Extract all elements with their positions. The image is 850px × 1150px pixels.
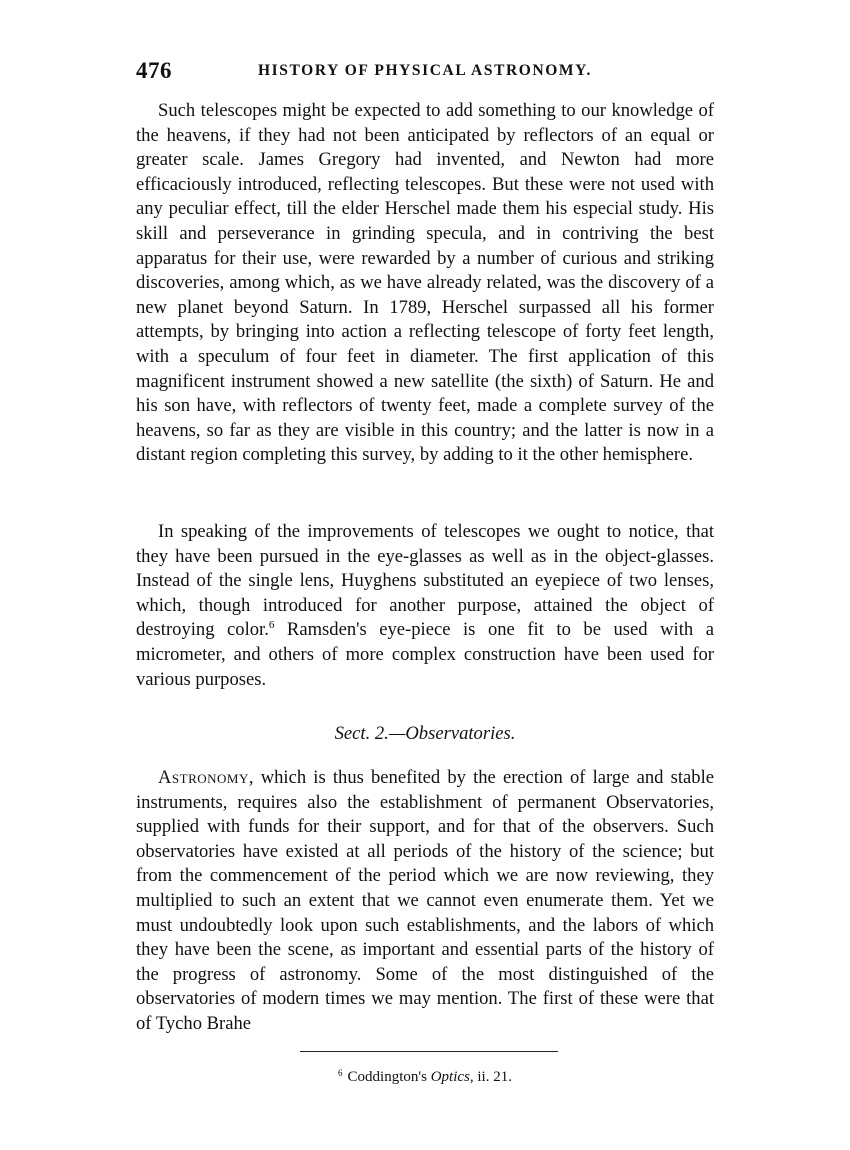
running-head [136,58,714,88]
paragraph-text: , which is thus benefited by the erection of large and stable instruments, requires also the establishment of permanent Observatories, supplied with funds for their support, and for that of the observers. Such observatories have existed at all periods of the history of the science; but from the commencement of the period which we are now reviewing, they multiplied to such an extent that we cannot even enumerate them. Yet we must undoubtedly look upon such establishments, and the labors of which they have been the scene, as important and essential parts of the history of the progress of astronomy. Some of the most distinguished of the observatories of modern times we may mention. The first of these were that of Tycho Brahe [136,767,714,1034]
paragraph-eye-glasses [136,520,714,692]
footnote-divider [300,1051,558,1052]
paragraph-text: Such telescopes might be expected to add something to our knowledge of the heavens, if they had not been anticipated by reflectors of an equal or greater scale. James Gregory had invented, and Newton had more efficaciously introduced, reflecting telescopes. But these were not used with any peculiar effect, till the elder Herschel made them his especial study. His skill and perseverance in grinding specula, and in contriving the best apparatus for their use, were rewarded by a number of curious and striking discoveries, among which, as we have already related, was the discovery of a new planet beyond Saturn. In 1789, Herschel surpassed all his former attempts, by bringing into action a reflecting telescope of forty feet length, with a speculum of four feet in diameter. The first application of this magnificent instrument showed a new satellite (the sixth) of Saturn. He and his son have, with reflectors of twenty feet, made a complete survey of the heavens, so far as they are visible in this country; and the latter is now in a distant region completing this survey, by adding to it the other hemisphere. [136,100,714,466]
section-heading: Sect. 2.—Observatories. [334,723,516,744]
page-number: 476 [136,58,172,83]
running-title: HISTORY OF PHYSICAL ASTRONOMY. [258,62,592,79]
paragraph-observatories [136,766,714,1037]
footnote-work-title: Optics [430,1069,470,1085]
footnote-reference: 6 [268,619,275,632]
paragraph-text-continued: Ramsden's eye-piece is one fit to be used with a micrometer, and others of more complex construction have been used for various purposes. [136,619,714,690]
lead-word: Astronomy [158,767,249,788]
paragraph-telescopes [136,99,714,468]
footnote-author: Coddington's [347,1069,427,1085]
footnote [136,1069,714,1086]
footnote-locator: , ii. 21. [469,1069,512,1085]
paragraph-text: In speaking of the improvements of telescopes we ought to notice, that they have been pursued in the eye-glasses as well as in the object-glasses. Instead of the single lens, Huyghens substituted an eyepiece of two lenses, which, though introduced for another purpose, attained the object of destroying color. [136,521,714,641]
footnote-mark: 6 [338,1068,343,1078]
